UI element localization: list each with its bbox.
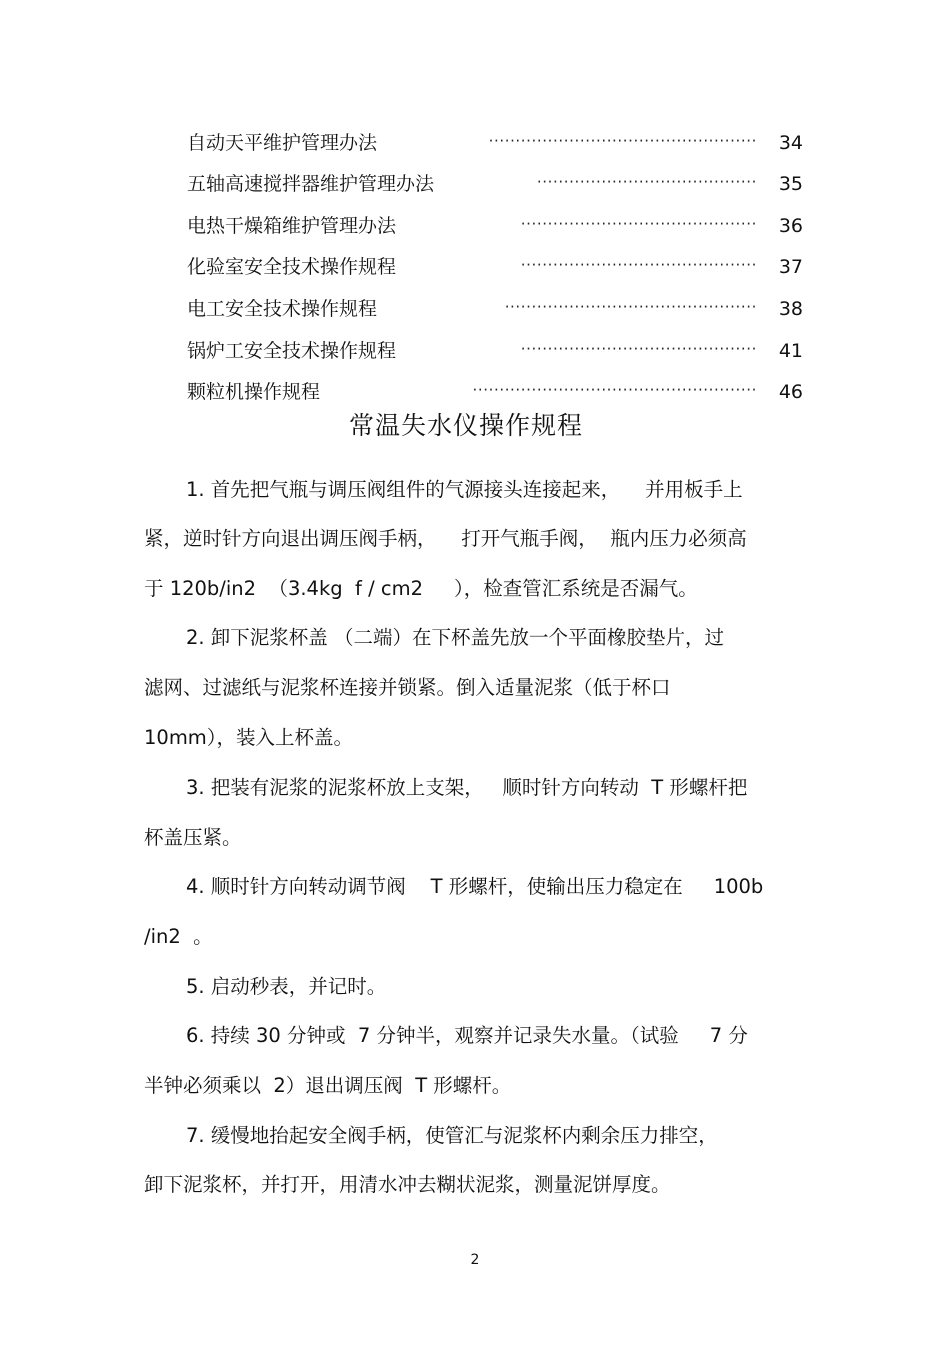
toc-entry-title: 颗粒机操作规程 — [187, 381, 321, 403]
toc-dot-leader: ········································· — [536, 173, 757, 191]
step-1-line-1: 1. 首先把气瓶与调压阀组件的气源接头连接起来， 并用板手上 — [186, 478, 743, 501]
step-3-line-2: 杯盖压紧。 — [144, 826, 242, 849]
toc-entry[interactable] — [187, 252, 803, 282]
toc-dot-leader: ············································ — [520, 256, 757, 274]
toc-entry-title: 五轴高速搅拌器维护管理办法 — [187, 173, 435, 195]
step-1-line-3: 于 120b/in2 （3.4kg f / cm2 ），检查管汇系统是否漏气。 — [144, 577, 698, 600]
toc-dot-leader: ··············································· — [504, 298, 757, 316]
step-1-line-2: 紧，逆时针方向退出调压阀手柄， 打开气瓶手阀， 瓶内压力必须高 — [144, 527, 747, 550]
step-2-line-1: 2. 卸下泥浆杯盖 （二端）在下杯盖先放一个平面橡胶垫片，过 — [186, 626, 725, 649]
toc-entry-page: 41 — [778, 340, 803, 362]
toc-entry[interactable] — [187, 211, 803, 241]
toc-entry[interactable] — [187, 128, 803, 158]
toc-dot-leader: ·················································· — [488, 132, 757, 150]
step-3-line-1: 3. 把装有泥浆的泥浆杯放上支架， 顺时针方向转动 T 形螺杆把 — [186, 776, 748, 799]
toc-entry-title: 电热干燥箱维护管理办法 — [187, 215, 397, 237]
step-2-line-2: 滤网、过滤纸与泥浆杯连接并锁紧。倒入适量泥浆（低于杯口 — [144, 676, 671, 699]
toc-entry-page: 36 — [778, 215, 803, 237]
toc-entry-page: 46 — [778, 381, 803, 403]
toc-entry[interactable] — [187, 336, 803, 366]
step-2-line-3: 10mm），装入上杯盖。 — [144, 726, 354, 749]
toc-entry-page: 34 — [778, 132, 803, 154]
toc-entry-title: 自动天平维护管理办法 — [187, 132, 378, 154]
toc-entry[interactable] — [187, 294, 803, 324]
step-7-line-1: 7. 缓慢地抬起安全阀手柄，使管汇与泥浆杯内剩余压力排空， — [186, 1124, 718, 1147]
step-4-line-2: /in2 。 — [144, 925, 213, 948]
step-6-line-2: 半钟必须乘以 2）退出调压阀 T 形螺杆。 — [144, 1074, 512, 1097]
toc-entry-page: 35 — [778, 173, 803, 195]
page-number: 2 — [470, 1252, 480, 1268]
step-5-line-1: 5. 启动秒表，并记时。 — [186, 975, 387, 998]
toc-entry[interactable] — [187, 169, 803, 199]
step-7-line-2: 卸下泥浆杯，并打开，用清水冲去糊状泥浆，测量泥饼厚度。 — [144, 1173, 671, 1196]
toc-entry-title: 化验室安全技术操作规程 — [187, 256, 397, 278]
document-title: 常温失水仪操作规程 — [348, 411, 583, 440]
toc-entry[interactable] — [187, 377, 803, 407]
toc-dot-leader: ············································ — [520, 215, 757, 233]
toc-entry-title: 电工安全技术操作规程 — [187, 298, 378, 320]
step-4-line-1: 4. 顺时针方向转动调节阀 T 形螺杆，使输出压力稳定在 100b — [186, 875, 764, 898]
toc-entry-page: 38 — [778, 298, 803, 320]
toc-entry-page: 37 — [778, 256, 803, 278]
step-6-line-1: 6. 持续 30 分钟或 7 分钟半，观察并记录失水量。（试验 7 分 — [186, 1024, 748, 1047]
toc-dot-leader: ············································ — [520, 340, 757, 358]
toc-dot-leader: ····················································· — [472, 381, 757, 399]
toc-entry-title: 锅炉工安全技术操作规程 — [187, 340, 397, 362]
